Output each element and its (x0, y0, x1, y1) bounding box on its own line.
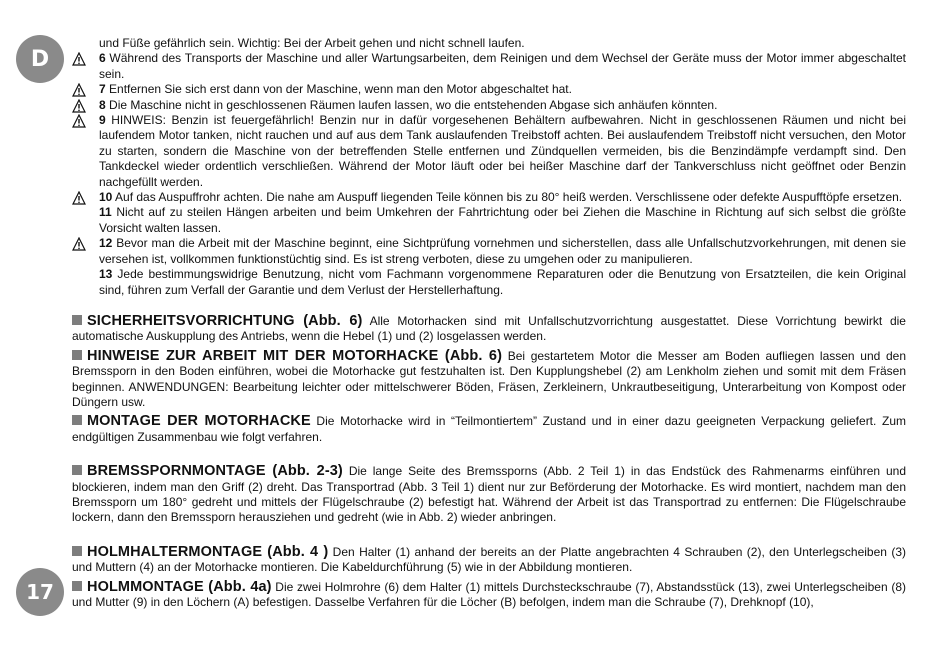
item-text: Bevor man die Arbeit mit der Maschine beginnt, eine Sichtprüfung vornehmen und sicherstellen, dass alle Unfallschutzvorkehrungen, mit denen sie versehen ist, vollkommen funktionstüchtig sind. Es ist streng verboten, diese zu umgehen oder zu manipulieren. (99, 236, 906, 266)
bullet-square-icon (72, 350, 82, 360)
item-text: und Füße gefährlich sein. Wichtig: Bei der Arbeit gehen und nicht schnell laufen. (99, 36, 525, 50)
section-heading: MONTAGE DER MOTORHACKE (87, 413, 311, 430)
warning-icon (72, 191, 86, 205)
section-text: Die lange Seite des Bremssporns (Abb. 2 Teil 1) in das Endstück des Rahmenarms einführen und blockieren, indem man den Griff (2) dreht. Das Transportrad (Abb. 3 Teil 1) dient nur zur Beförderung der Motorhacke. Es wird montiert, nachdem man den Bremssporn um 180° gedreht und mittels der Flügelschraube (2) befestigt hat. Während der Arbeit ist das Transportrad zu entfernen: Die Flügelschraube lockern, dann den Bremssporn herausziehen und gedreht (wie in Abb. 2) wieder anbringen. (72, 464, 907, 525)
safety-item (72, 267, 906, 298)
item-number: 6 (99, 51, 106, 66)
item-text: HINWEIS: Benzin ist feuergefährlich! Benzin nur in dafür vorgesehenen Behältern aufbewahren. Nicht in geschlossenen Räumen und nicht bei laufendem Motor tanken, nicht rauchen und auf aus dem Tank auslaufenden Treibstoff achten. Bei auslaufendem Treibstoff nicht versuchen, den Motor zu starten, sondern die Maschine von der betreffenden Stelle entfernen und Zündquellen vermeiden, bis die Benzindämpfe verdampft sind. Den Tankdeckel wieder ordentlich verschließen. Während der Motor läuft oder bei heißer Maschine darf der Tankverschluss nicht geöffnet oder Benzin nachgefüllt werden. (99, 113, 906, 189)
item-text: Auf das Auspuffrohr achten. Die nahe am Auspuff liegenden Teile können bis zu 80° heiß werden. Verschlissene oder defekte Auspufftöpfe ersetzen. (112, 190, 903, 205)
item-number: 7 (99, 82, 106, 97)
section-safety-device (72, 314, 906, 345)
section-handle-assembly (72, 580, 906, 611)
section-assembly (72, 414, 906, 445)
section-heading: HINWEISE ZUR ARBEIT MIT DER MOTORHACKE (Abb. 6) (87, 347, 503, 364)
section-text: Alle Motorhacken sind mit Unfallschutzvorrichtung ausgestattet. Diese Vorrichtung bewirkt die automatische Auskupplung des Antriebs, wenn die Hebel (1) und (2) losgelassen werden. (72, 313, 906, 344)
item-number: 8 (99, 97, 106, 112)
section-text: Die Motorhacke wird in “Teilmontiertem” Zustand und in einer dazu geeigneten Verpackung geliefert. Zum endgültigen Zusammenbau wie folgt verfahren. (72, 414, 906, 444)
bullet-square-icon (72, 546, 82, 556)
section-text: Bei gestartetem Motor die Messer am Boden aufliegen lassen und den Bremssporn in den Boden einführen, wobei die Motorhacke gut festzuhalten ist. Den Kupplungshebel (2) am Lenkholm ziehen und somit mit dem Fräsen beginnen. ANWENDUNGEN: Bearbeitung leichter oder mittelschwerer Böden, Fräsen, Zerkleinern, Unkrautbeseitigung, Unterarbeitung von Kompost oder Düngern usw. (72, 348, 907, 409)
section-brake-spur (72, 464, 906, 526)
safety-item (72, 205, 906, 236)
safety-item (72, 98, 906, 113)
safety-item (72, 190, 906, 205)
safety-item (72, 36, 906, 51)
section-work-notes (72, 349, 906, 411)
item-number: 10 (99, 190, 113, 205)
document-body (72, 36, 906, 610)
bullet-square-icon (72, 581, 82, 591)
safety-item (72, 113, 906, 190)
section-heading: HOLMHALTERMONTAGE (Abb. 4 ) (87, 543, 329, 560)
item-text: Nicht auf zu steilen Hängen arbeiten und beim Umkehren der Fahrtrichtung oder bei Ziehen die Maschine in Richtung auf sich selbst die größte Vorsicht walten lassen. (99, 205, 906, 235)
warning-icon (72, 114, 86, 128)
section-heading: HOLMMONTAGE (Abb. 4a) (87, 578, 272, 595)
safety-item (72, 236, 906, 267)
item-number: 11 (99, 205, 112, 220)
warning-icon (72, 83, 86, 97)
item-text: Die Maschine nicht in geschlossenen Räumen laufen lassen, wo die entstehenden Abgase sich anhäufen könnten. (105, 97, 718, 112)
section-heading: BREMSSPORNMONTAGE (Abb. 2-3) (87, 463, 343, 480)
item-number: 13 (99, 267, 113, 282)
bullet-square-icon (72, 315, 82, 325)
bullet-square-icon (72, 465, 82, 475)
section-text: Den Halter (1) anhand der bereits an der Platte angebrachten 4 Schrauben (2), den Unterlegscheiben (3) und Muttern (4) an der Motorhacke montieren. Die Kabeldurchführung (5) wie in der Abbildung montieren. (72, 544, 906, 575)
safety-item (72, 51, 906, 82)
safety-item (72, 82, 906, 97)
section-handle-holder (72, 545, 906, 576)
warning-icon (72, 99, 86, 113)
item-number: 9 (99, 113, 106, 128)
item-text: Entfernen Sie sich erst dann von der Maschine, wenn man den Motor abgeschaltet hat. (105, 82, 572, 97)
item-text: Jede bestimmungswidrige Benutzung, nicht vom Fachmann vorgenommene Reparaturen oder die Benutzung von Ersatzteilen, die kein Original sind, führen zum Verfall der Garantie und dem Verlust der Herstellerhaftung. (99, 267, 906, 297)
warning-icon (72, 237, 86, 251)
section-heading: SICHERHEITSVORRICHTUNG (Abb. 6) (87, 312, 363, 329)
section-text: Die zwei Holmrohre (6) dem Halter (1) mittels Durchsteckschraube (7), Abstandsstück (13), zwei Unterlegscheiben (8) und Mutter (9) in den Löchern (A) befestigen. Dasselbe Verfahren für die Löcher (B) befolgen, indem man die Schraube (7), Drehknopf (10), (72, 579, 906, 609)
warning-icon (72, 52, 86, 66)
page-number-badge: 17 (16, 568, 64, 616)
language-badge: D (16, 35, 64, 83)
bullet-square-icon (72, 415, 82, 425)
item-text: Während des Transports der Maschine und aller Wartungsarbeiten, dem Reinigen und dem Wechsel der Geräte muss der Motor immer abgeschaltet sein. (99, 51, 906, 81)
item-number: 12 (99, 236, 113, 251)
